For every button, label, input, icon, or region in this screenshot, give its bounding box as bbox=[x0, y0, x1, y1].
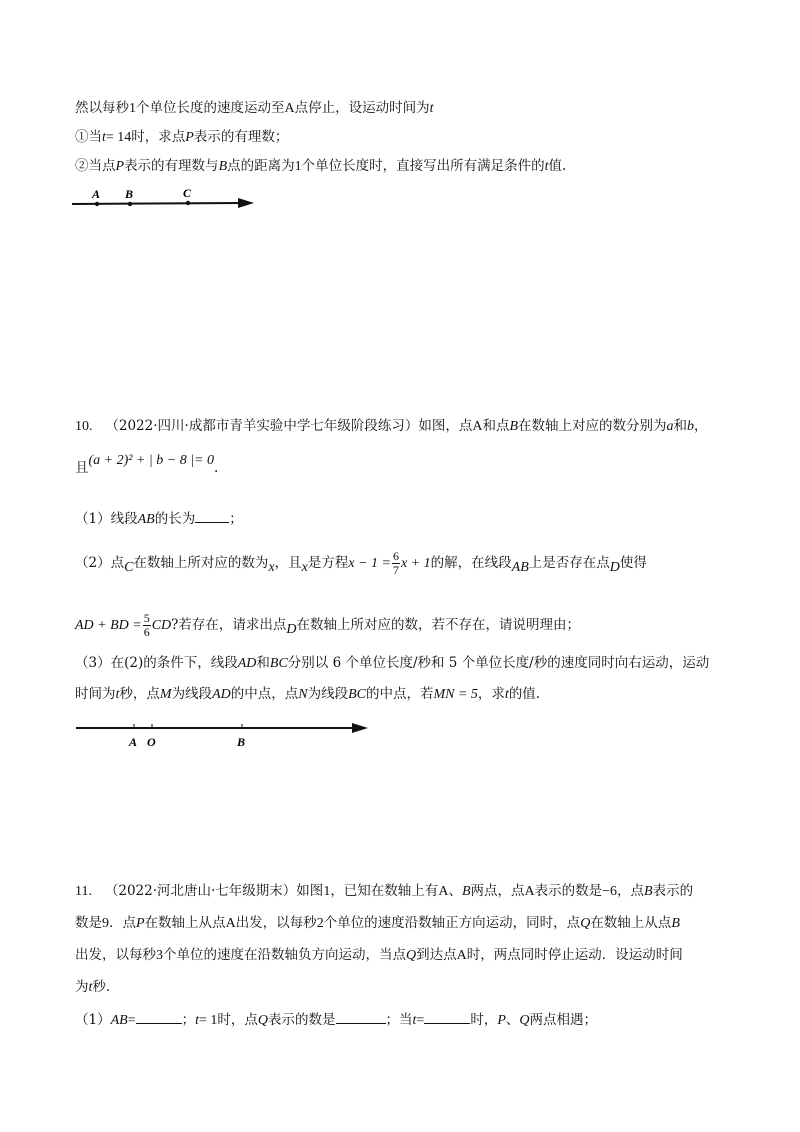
q10-part-1: （1）线段AB的长为 ； bbox=[75, 508, 243, 530]
answer-blank bbox=[195, 508, 229, 523]
q9-sub-question-1: ①当t= 14时，求点P表示的有理数； bbox=[75, 129, 289, 145]
question-number: 11. bbox=[75, 884, 92, 899]
point-a bbox=[95, 202, 99, 206]
q11-line-2: 数是9．点P在数轴上从点A出发，以每秒2个单位的速度沿数轴正方向运动，同时，点Q在数轴上从点B bbox=[75, 915, 680, 931]
label-b: B bbox=[125, 187, 134, 201]
fraction-6-7: $\frac{6}{7}$ bbox=[392, 549, 399, 577]
q10-number-line bbox=[70, 718, 380, 754]
answer-blank-t bbox=[424, 1009, 470, 1024]
q11-line-3: 出发，以每秒3个单位的速度在沿数轴负方向运动，当点Q到达点A时，两点同时停止运动．设运动时间 bbox=[75, 947, 683, 963]
q10-part-2-continued: AD + BD = $\frac{5}{6}$ CD?若存在，请求出点D在数轴上所对应的数，若不存在，请说明理由； bbox=[75, 611, 581, 639]
q10-part-3: （3）在(2)的条件下，线段AD和BC分别以 6 个单位长度/秒和 5 个单位长度/秒的速度同时向右运动，运动 bbox=[75, 655, 710, 671]
q9-number-line bbox=[70, 184, 260, 214]
label-c: C bbox=[183, 186, 192, 200]
point-c bbox=[186, 201, 190, 205]
q10-condition: 且(a + 2)² + | b − 8 |= 0. bbox=[75, 453, 219, 476]
answer-blank-q bbox=[336, 1009, 386, 1024]
fraction-5-6: $\frac{5}{6}$ bbox=[143, 611, 150, 639]
point-b bbox=[128, 202, 132, 206]
q9-line-1: 然以每秒1个单位长度的速度运动至A点停止，设运动时间为t bbox=[75, 100, 434, 116]
q11-line-4: 为t秒. bbox=[75, 979, 111, 995]
label-b: B bbox=[237, 735, 246, 749]
q10-header: 10. （2022·四川·成都市青羊实验中学七年级阶段练习）如图，点A和点B在数轴上对应的数分别为a和b， bbox=[75, 418, 708, 434]
label-o: O bbox=[147, 735, 156, 749]
label-a: A bbox=[129, 735, 138, 749]
question-number: 10. bbox=[75, 419, 93, 434]
q11-header: 11. （2022·河北唐山·七年级期末）如图1，已知在数轴上有A、B两点，点A表示的数是−6，点B表示的 bbox=[75, 883, 694, 899]
label-a: A bbox=[92, 187, 101, 201]
answer-blank-ab bbox=[136, 1009, 182, 1024]
q11-part-1: （1）AB= ；t= 1时，点Q表示的数是 ；当t= 时，P、Q两点相遇； bbox=[75, 1009, 597, 1031]
q10-part-3-continued: 时间为t秒，点M为线段AD的中点，点N为线段BC的中点，若MN = 5，求t的值. bbox=[75, 686, 541, 702]
q9-sub-question-2: ②当点P表示的有理数与B点的距离为1个单位长度时，直接写出所有满足条件的t值. bbox=[75, 158, 567, 174]
q10-part-2: （2）点C在数轴上所对应的数为x，且x是方程x − 1 = $\frac{6}{7}$ x + 1的解，在线段AB上是否存在点D使得 bbox=[75, 549, 647, 577]
